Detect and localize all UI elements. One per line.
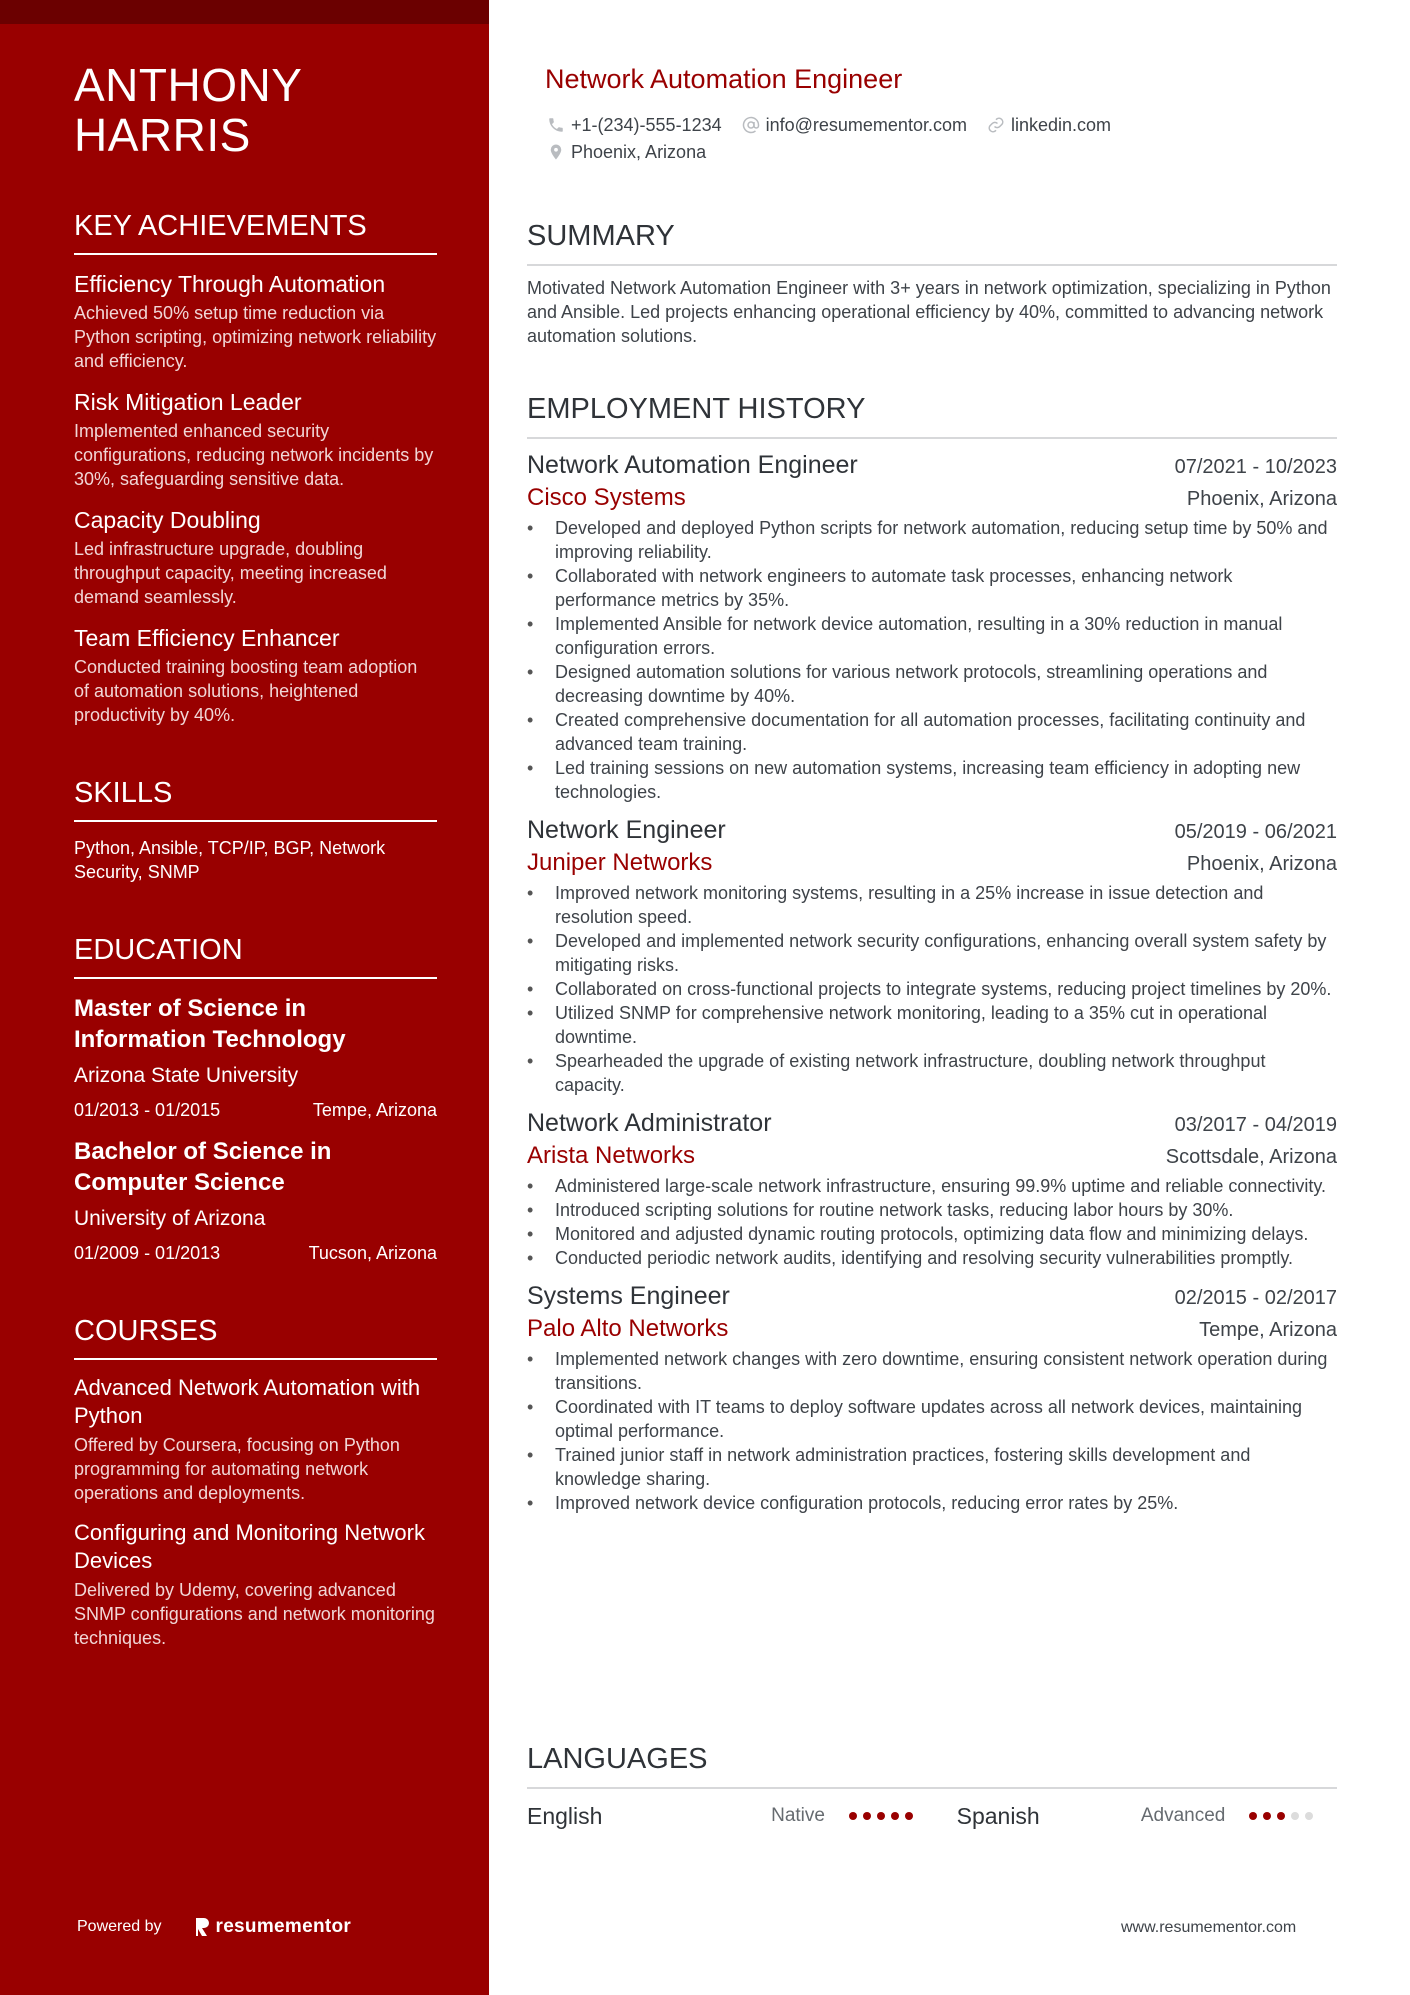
education-location: Tucson, Arizona <box>308 1243 437 1263</box>
job-bullet: • Created comprehensive documentation for all automation processes, facilitating continuity and advanced team training. <box>527 708 1337 756</box>
job-bullet: • Improved network device configuration protocols, reducing error rates by 25%. <box>527 1491 1337 1515</box>
job-bullets <box>527 1174 1337 1270</box>
rating-dot <box>1305 1812 1313 1820</box>
education-dates: 01/2013 - 01/2015 <box>74 1100 221 1120</box>
skills-heading: SKILLS <box>74 775 437 822</box>
brand-logo[interactable] <box>194 1916 352 1938</box>
achievement-desc: Implemented enhanced security configurations, reducing network incidents by 30%, safeguarding sensitive data. <box>74 421 434 489</box>
employment-section <box>527 391 1337 1515</box>
contact-location <box>547 142 706 163</box>
at-sign-icon <box>742 116 760 134</box>
job-bullet: • Designed automation solutions for various network protocols, streamlining operations and decreasing downtime by 40%. <box>527 660 1337 708</box>
achievement-desc: Conducted training boosting team adoption of automation solutions, heightened productivity by 40%. <box>74 657 418 725</box>
sidebar-top-band <box>0 0 489 24</box>
job-dates: 03/2017 - 04/2019 <box>1174 1114 1337 1136</box>
job-bullets <box>527 881 1337 1097</box>
job-entry <box>527 449 1337 804</box>
course-title: Advanced Network Automation with Python <box>74 1375 421 1428</box>
job-bullet: • Collaborated with network engineers to automate task processes, enhancing network performance metrics by 35%. <box>527 564 1337 612</box>
education-section <box>74 932 437 1265</box>
summary-heading: SUMMARY <box>527 218 1337 266</box>
candidate-name: ANTHONY HARRIS <box>74 59 302 161</box>
headline: Network Automation Engineer <box>545 64 903 94</box>
job-bullet: • Spearheaded the upgrade of existing network infrastructure, doubling network throughput capacity. <box>527 1049 1337 1097</box>
link-icon <box>987 116 1005 134</box>
company-name: Juniper Networks <box>527 849 713 876</box>
job-bullet: • Conducted periodic network audits, identifying and resolving security vulnerabilities promptly. <box>527 1246 1337 1270</box>
achievement-title: Capacity Doubling <box>74 507 261 533</box>
rating-dot <box>1291 1812 1299 1820</box>
job-bullet: • Improved network monitoring systems, resulting in a 25% increase in issue detection and resolution speed. <box>527 881 1337 929</box>
education-dates: 01/2009 - 01/2013 <box>74 1243 221 1263</box>
phone-text: +1-(234)-555-1234 <box>571 114 722 135</box>
job-entry <box>527 1107 1337 1270</box>
language-name: Spanish <box>956 1802 1040 1829</box>
courses-section <box>74 1313 437 1650</box>
powered-by-label: Powered by <box>77 1918 162 1935</box>
achievements-section <box>74 208 437 727</box>
job-position: Network Automation Engineer <box>527 451 858 479</box>
achievement-item <box>74 387 437 491</box>
course-item <box>74 1519 437 1650</box>
job-bullet: • Led training sessions on new automation systems, increasing team efficiency in adopting new technologies. <box>527 756 1337 804</box>
skills-section <box>74 775 437 884</box>
job-bullet: • Collaborated on cross-functional projects to integrate systems, reducing project timelines by 20%. <box>527 977 1337 1001</box>
job-bullet: • Introduced scripting solutions for routine network tasks, reducing labor hours by 30%. <box>527 1198 1337 1222</box>
contact-block <box>547 113 1327 167</box>
degree: Bachelor of Science in Computer Science <box>74 1138 332 1196</box>
achievement-title: Team Efficiency Enhancer <box>74 625 340 651</box>
contact-phone[interactable] <box>547 115 722 136</box>
rating-dot <box>891 1812 899 1820</box>
course-desc: Delivered by Udemy, covering advanced SNMP configurations and network monitoring techniques. <box>74 1580 435 1648</box>
location-text: Phoenix, Arizona <box>571 141 707 162</box>
contact-linkedin[interactable] <box>987 115 1111 136</box>
rating-dot <box>849 1812 857 1820</box>
language-name: English <box>527 1802 603 1829</box>
job-dates: 05/2019 - 06/2021 <box>1174 821 1337 843</box>
school: Arizona State University <box>74 1064 299 1087</box>
languages-heading: LANGUAGES <box>527 1741 1337 1789</box>
job-bullet: • Developed and deployed Python scripts for network automation, reducing setup time by 50% and improving reliability. <box>527 516 1337 564</box>
language-rating <box>1249 1812 1337 1820</box>
employment-heading: EMPLOYMENT HISTORY <box>527 391 1337 439</box>
job-position: Network Administrator <box>527 1109 772 1137</box>
achievement-title: Risk Mitigation Leader <box>74 389 302 415</box>
job-bullet: • Implemented Ansible for network device automation, resulting in a 30% reduction in manual configuration errors. <box>527 612 1337 660</box>
language-level: Advanced <box>1140 1805 1226 1826</box>
rating-dot <box>1249 1812 1257 1820</box>
job-bullets <box>527 1347 1337 1515</box>
job-dates: 02/2015 - 02/2017 <box>1174 1287 1337 1309</box>
phone-icon <box>547 116 565 134</box>
job-bullet: • Monitored and adjusted dynamic routing protocols, optimizing data flow and minimizing delays. <box>527 1222 1337 1246</box>
rating-dot <box>1263 1812 1271 1820</box>
email-text: info@resumementor.com <box>765 114 967 135</box>
job-position: Network Engineer <box>527 816 726 844</box>
job-bullet: • Coordinated with IT teams to deploy software updates across all network devices, maintaining optimal performance. <box>527 1395 1337 1443</box>
job-entry <box>527 814 1337 1097</box>
linkedin-text: linkedin.com <box>1010 114 1112 135</box>
school: University of Arizona <box>74 1207 266 1230</box>
languages-section <box>527 1741 1337 1831</box>
rating-dot <box>1277 1812 1285 1820</box>
achievements-heading: KEY ACHIEVEMENTS <box>74 208 437 255</box>
achievement-item <box>74 269 437 373</box>
job-entry <box>527 1280 1337 1515</box>
job-bullet: • Developed and implemented network security configurations, enhancing overall system safety by mitigating risks. <box>527 929 1337 977</box>
company-name: Cisco Systems <box>527 484 686 511</box>
brand-mark-icon <box>194 1917 210 1937</box>
course-title: Configuring and Monitoring Network Devices <box>74 1520 425 1573</box>
job-bullet: • Utilized SNMP for comprehensive network monitoring, leading to a 35% cut in operational downtime. <box>527 1001 1337 1049</box>
achievement-title: Efficiency Through Automation <box>74 271 386 297</box>
achievement-desc: Led infrastructure upgrade, doubling throughput capacity, meeting increased demand seamlessly. <box>74 539 387 607</box>
education-heading: EDUCATION <box>74 932 437 979</box>
contact-email[interactable] <box>742 115 967 136</box>
course-desc: Offered by Coursera, focusing on Python programming for automating network operations and deployments. <box>74 1435 400 1503</box>
company-location: Scottsdale, Arizona <box>1165 1146 1337 1168</box>
job-bullets <box>527 516 1337 804</box>
degree: Master of Science in Information Technology <box>74 995 346 1053</box>
education-item <box>74 993 437 1122</box>
job-bullet: • Implemented network changes with zero downtime, ensuring consistent network operation during transitions. <box>527 1347 1337 1395</box>
rating-dot <box>863 1812 871 1820</box>
job-dates: 07/2021 - 10/2023 <box>1174 456 1337 478</box>
job-bullet: • Administered large-scale network infrastructure, ensuring 99.9% uptime and reliable connectivity. <box>527 1174 1337 1198</box>
education-location: Tempe, Arizona <box>312 1100 437 1120</box>
summary-section <box>527 218 1337 348</box>
job-bullet: • Trained junior staff in network administration practices, fostering skills development and knowledge sharing. <box>527 1443 1337 1491</box>
company-name: Arista Networks <box>527 1142 696 1169</box>
skills-list: Python, Ansible, TCP/IP, BGP, Network Security, SNMP <box>74 838 386 882</box>
company-name: Palo Alto Networks <box>527 1315 729 1342</box>
company-location: Phoenix, Arizona <box>1186 488 1337 510</box>
achievement-item <box>74 623 437 727</box>
summary-text: Motivated Network Automation Engineer with 3+ years in network optimization, specializing in Python and Ansible. Led projects enhancing operational efficiency by 40%, committed to advancing network automation solutions. <box>527 278 1331 346</box>
education-item <box>74 1136 437 1265</box>
language-rating <box>849 1812 937 1820</box>
company-location: Phoenix, Arizona <box>1186 853 1337 875</box>
achievement-item <box>74 505 437 609</box>
brand-name: resumementor <box>215 1916 352 1937</box>
course-item <box>74 1374 437 1505</box>
company-location: Tempe, Arizona <box>1199 1319 1337 1341</box>
rating-dot <box>877 1812 885 1820</box>
footer-url[interactable]: www.resumementor.com <box>1121 1919 1297 1936</box>
job-position: Systems Engineer <box>527 1282 730 1310</box>
language-level: Native <box>771 1805 825 1826</box>
courses-heading: COURSES <box>74 1313 437 1360</box>
sidebar <box>0 0 489 1995</box>
powered-by <box>77 1916 351 1938</box>
rating-dot <box>905 1812 913 1820</box>
location-pin-icon <box>547 143 565 161</box>
achievement-desc: Achieved 50% setup time reduction via Python scripting, optimizing network reliability and efficiency. <box>74 303 437 371</box>
